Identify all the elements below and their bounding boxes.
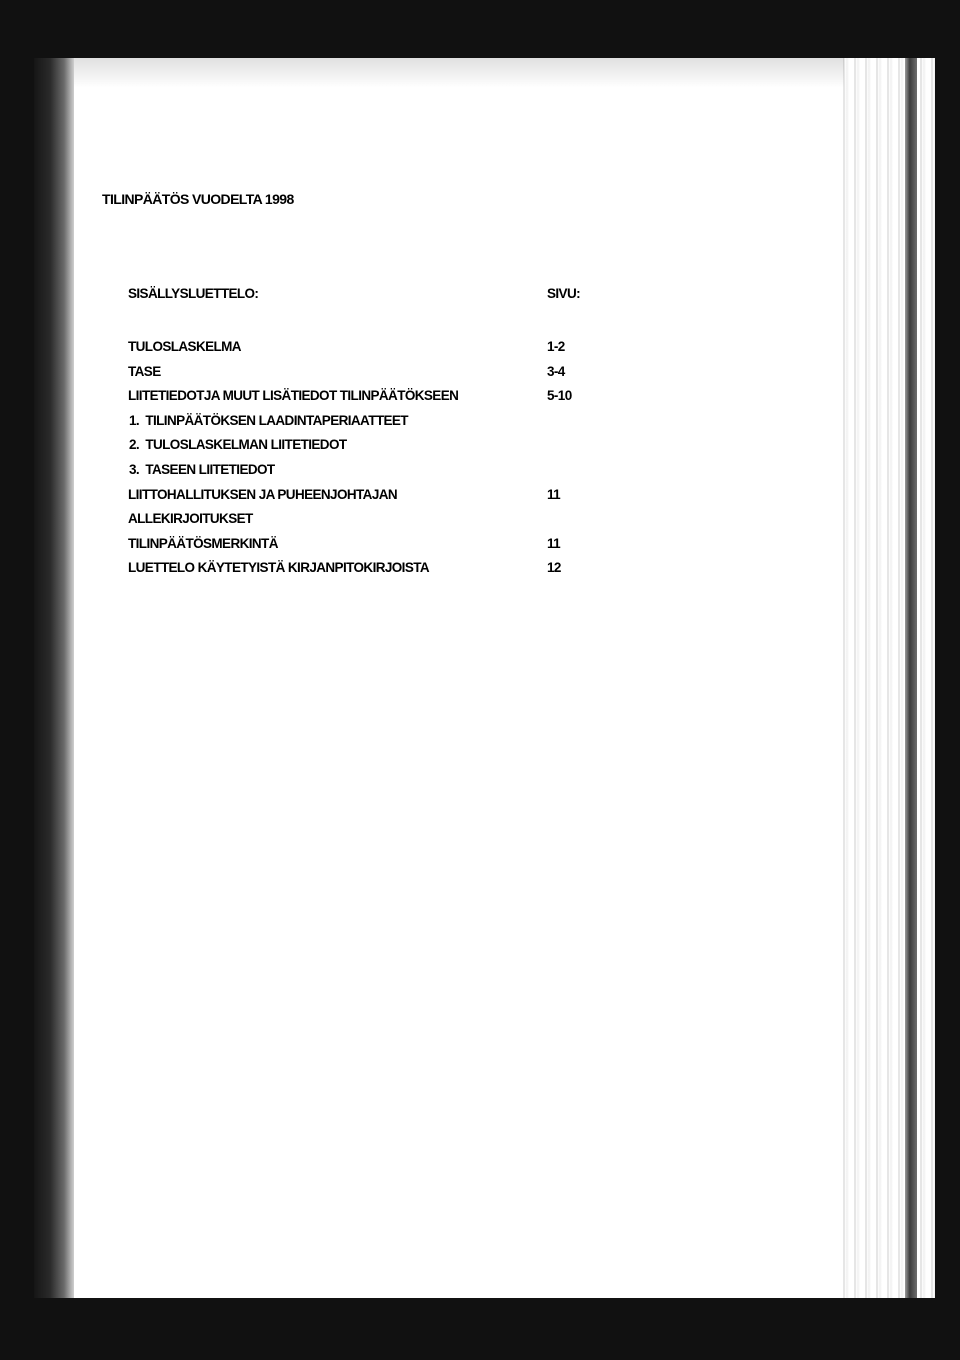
toc-entry-title: LIITTOHALLITUKSEN JA PUHEENJOHTAJAN <box>128 486 398 502</box>
toc-entry <box>128 532 588 557</box>
scan-border-top <box>0 0 960 58</box>
toc-entry <box>128 409 588 434</box>
scan-border-bottom <box>0 1298 960 1360</box>
toc-entry <box>128 360 588 385</box>
toc-entry-title: TULOSLASKELMA <box>128 339 241 354</box>
toc-entry-title: LIITETIEDOTJA MUUT LISÄTIEDOT TILINPÄÄTÖKSEEN <box>128 388 459 404</box>
toc-entry-title: LUETTELO KÄYTETYISTÄ KIRJANPITOKIRJOISTA <box>128 560 430 576</box>
toc-entry <box>128 335 588 360</box>
toc-entry-title: 1. TILINPÄÄTÖKSEN LAADINTAPERIAATTEET <box>129 412 408 428</box>
toc-entry <box>128 384 588 409</box>
toc-entry-title: TASE <box>128 363 161 379</box>
toc-entry <box>128 556 588 581</box>
toc-entry-page: 1-2 <box>547 339 565 354</box>
toc-list <box>128 335 588 581</box>
toc-entry-title: TILINPÄÄTÖSMERKINTÄ <box>128 535 278 551</box>
top-shadow <box>74 58 844 88</box>
toc-entry-page: 11 <box>547 486 561 502</box>
toc-entry <box>128 507 588 532</box>
toc-entry-title: ALLEKIRJOITUKSET <box>128 511 253 527</box>
toc-entry <box>128 433 588 458</box>
toc-entry-page: 5-10 <box>547 388 572 404</box>
toc-entry-title: 3. TASEEN LIITETIEDOT <box>129 461 275 477</box>
toc-entry <box>128 458 588 483</box>
scan-border-left <box>0 0 34 1360</box>
book-spine <box>34 58 74 1298</box>
toc-entry-page: 3-4 <box>547 363 565 379</box>
toc-entry-title: 2. TULOSLASKELMAN LIITETIEDOT <box>129 437 347 453</box>
toc-entry <box>128 483 588 508</box>
toc-entry-page: 11 <box>547 535 561 551</box>
document-title: TILINPÄÄTÖS VUODELTA 1998 <box>102 191 294 207</box>
page-edges <box>838 58 935 1298</box>
page-edge-shadow <box>905 58 917 1298</box>
scan-border-right <box>935 0 960 1360</box>
page-column-heading: SIVU: <box>547 286 581 301</box>
toc-entry-page: 12 <box>547 560 561 576</box>
toc-heading: SISÄLLYSLUETTELO: <box>128 286 259 301</box>
